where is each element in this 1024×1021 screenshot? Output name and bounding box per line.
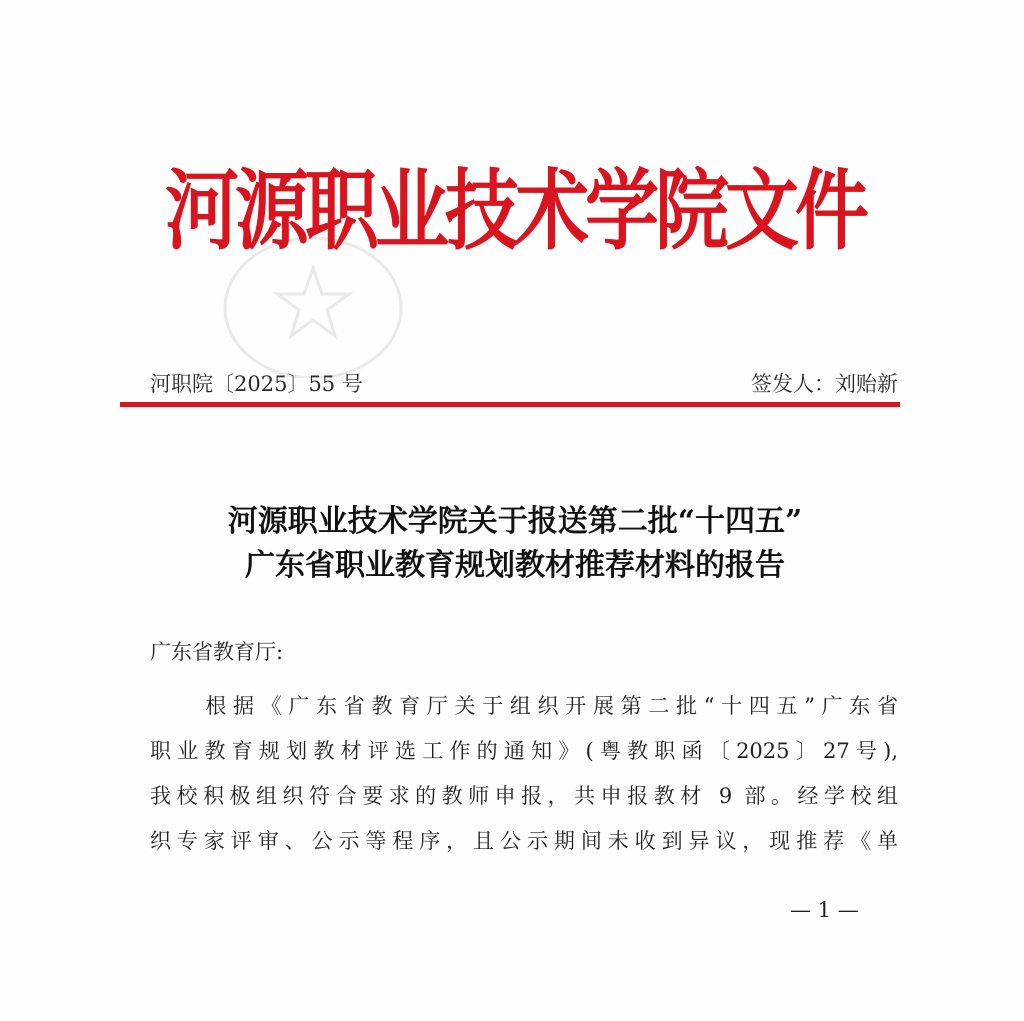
body-line: 根据《广东省教育厅关于组织开展第二批“十四五”广东省: [150, 694, 898, 718]
body-line: 织专家评审、公示等程序，且公示期间未收到异议，现推荐《单: [150, 829, 898, 853]
report-title: [120, 500, 910, 588]
body-line: 我校积极组织符合要求的教师申报，共申报教材 9 部。经学校组: [150, 784, 898, 808]
header-divider: [120, 402, 900, 407]
body-line: 职业教育规划教材评选工作的通知》(粤教职函〔2025〕27号),: [150, 739, 898, 763]
salutation: 广东省教育厅:: [150, 640, 284, 664]
issuer-signatory: 签发人：刘贻新: [751, 372, 898, 396]
document-header-title: 河源职业技术学院文件: [165, 160, 865, 263]
document-meta-row: [150, 368, 898, 398]
report-title-line-2: 广东省职业教育规划教材推荐材料的报告: [245, 548, 785, 583]
page-number: — 1 —: [790, 898, 859, 922]
body-paragraph: [150, 684, 898, 864]
document-number: 河职院〔2025〕55 号: [150, 372, 363, 396]
report-title-line-1: 河源职业技术学院关于报送第二批“十四五”: [227, 504, 803, 539]
